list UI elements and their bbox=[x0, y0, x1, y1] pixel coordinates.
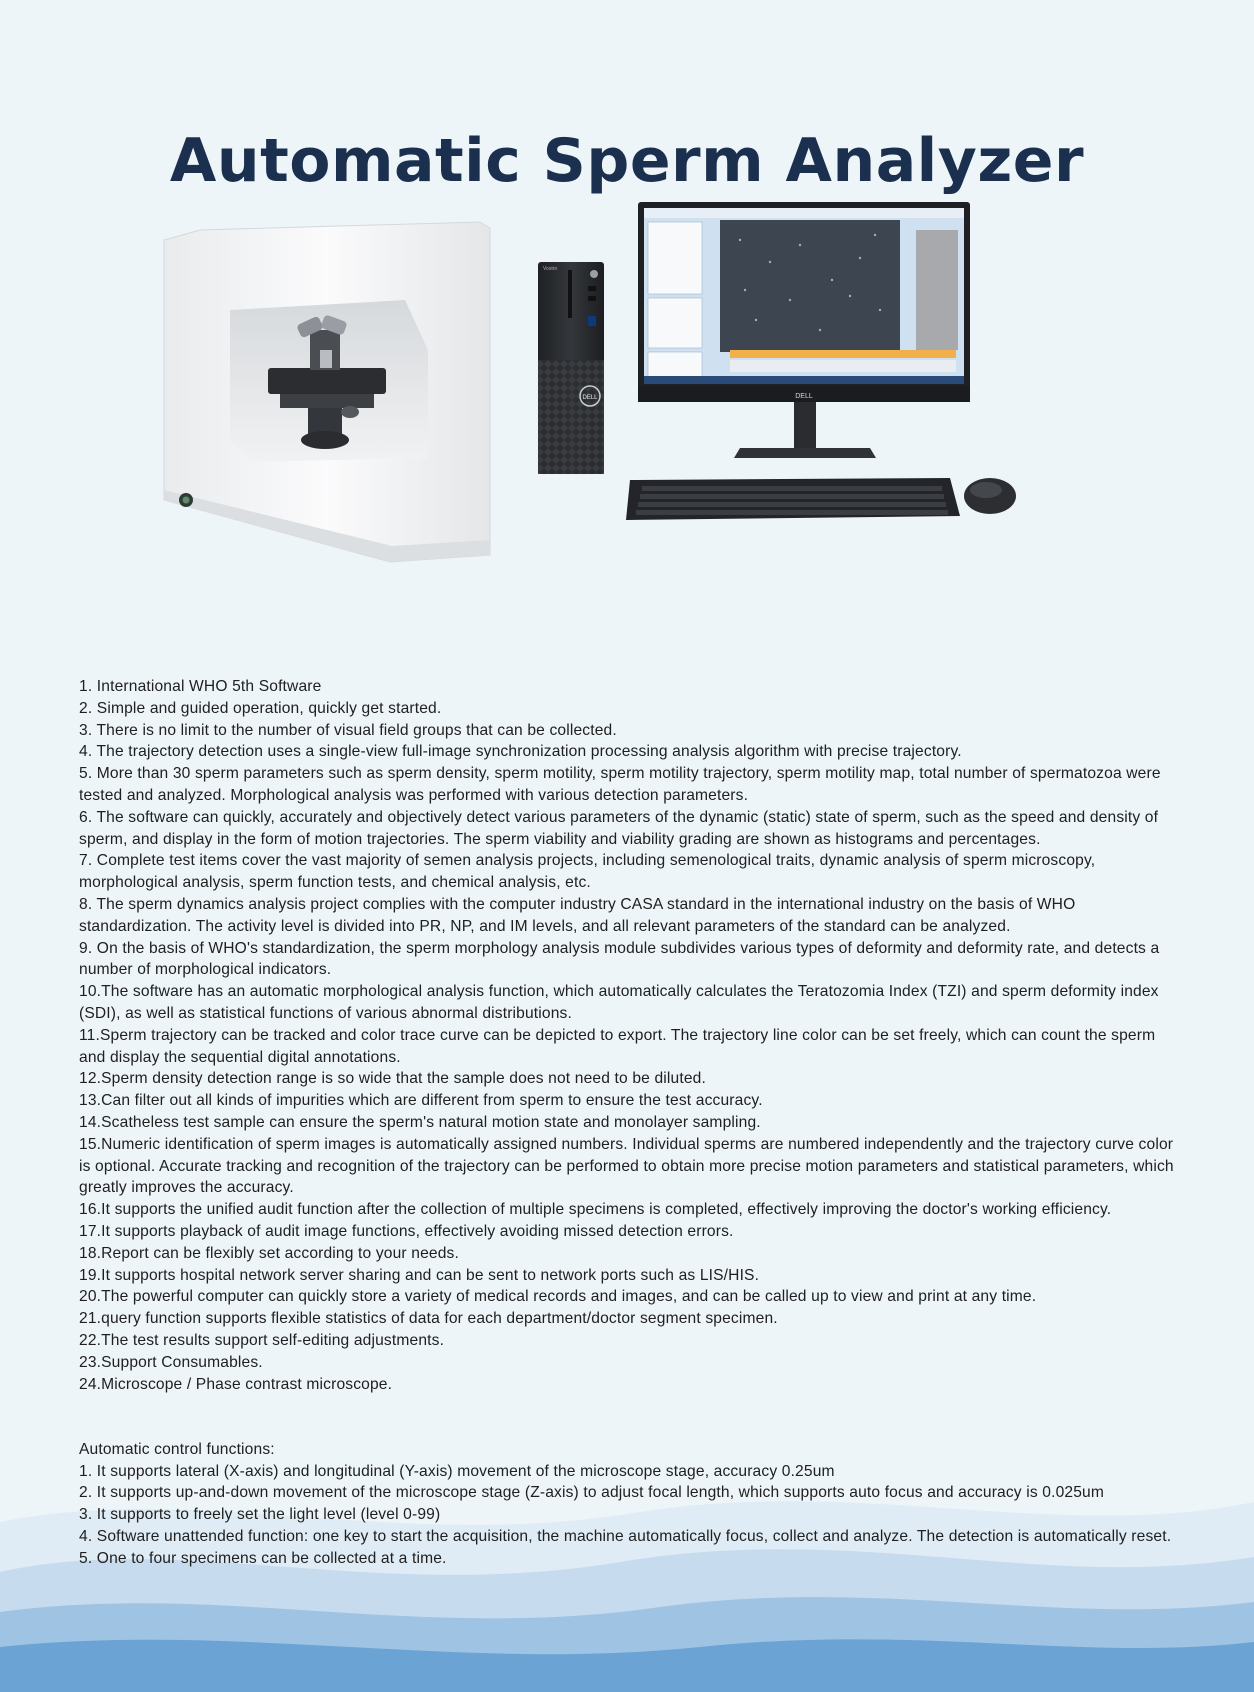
feature-item: 17.It supports playback of audit image functions, effectively avoiding missed detection errors. bbox=[79, 1222, 734, 1240]
feature-item: 16.It supports the unified audit function after the collection of multiple specimens is completed, effectively improving the doctor's working efficiency. bbox=[79, 1201, 1112, 1219]
feature-item: 1. International WHO 5th Software bbox=[79, 678, 322, 695]
feature-item: 15.Numeric identification of sperm images is automatically assigned numbers. Individual sperms are numbered independently and the trajectory curve color is optional. Accurate tracking and recognition of the trajectory can be performed to obtain more precise motion parameters and statistical parameters, which greatly improves the accuracy. bbox=[79, 1135, 1174, 1197]
feature-item: 12.Sperm density detection range is so wide that the sample does not need to be diluted. bbox=[79, 1070, 706, 1088]
feature-item: 7. Complete test items cover the vast majority of semen analysis projects, including semenological traits, dynamic analysis of sperm microscopy, morphological analysis, sperm function tests, and chemical analysis, etc. bbox=[79, 852, 1096, 892]
feature-item: 23.Support Consumables. bbox=[79, 1353, 263, 1371]
feature-item: 14.Scatheless test sample can ensure the sperm's natural motion state and monolayer sampling. bbox=[79, 1113, 761, 1131]
feature-text bbox=[79, 676, 1179, 1570]
product-photo bbox=[160, 200, 1100, 580]
feature-item: 4. The trajectory detection uses a single-view full-image synchronization processing analysis algorithm with precise trajectory. bbox=[79, 743, 962, 761]
control-item: 2. It supports up-and-down movement of the microscope stage (Z-axis) to adjust focal length, which supports auto focus and accuracy is 0.025um bbox=[79, 1484, 1105, 1502]
monitor bbox=[638, 202, 970, 458]
svg-text:DELL: DELL bbox=[795, 393, 813, 400]
feature-item: 5. More than 30 sperm parameters such as sperm density, sperm motility, sperm motility trajectory, sperm motility map, total number of spermatozoa were tested and analyzed. Morphological analysis was performed with various detection parameters. bbox=[79, 765, 1161, 804]
feature-item: 2. Simple and guided operation, quickly get started. bbox=[79, 699, 442, 717]
desktop-tower bbox=[538, 262, 604, 474]
feature-item: 10.The software has an automatic morphological analysis function, which automatically calculates the Teratozomia Index (TZI) and sperm deformity index (SDI), as well as statistical functions of various abnormal distributions. bbox=[79, 983, 1159, 1022]
feature-item: 3. There is no limit to the number of visual field groups that can be collected. bbox=[79, 721, 617, 739]
page-title: Automatic Sperm Analyzer bbox=[169, 126, 1085, 197]
keyboard bbox=[626, 478, 960, 520]
control-item: 5. One to four specimens can be collected at a time. bbox=[79, 1549, 447, 1567]
control-item: 3. It supports to freely set the light level (level 0-99) bbox=[79, 1506, 441, 1524]
control-item: 1. It supports lateral (X-axis) and longitudinal (Y-axis) movement of the microscope stage, accuracy 0.25um bbox=[79, 1462, 835, 1480]
analyzer-device bbox=[164, 222, 490, 562]
feature-item: 18.Report can be flexibly set according to your needs. bbox=[79, 1244, 459, 1262]
mouse bbox=[964, 478, 1016, 514]
control-heading: Automatic control functions: bbox=[79, 1440, 275, 1458]
feature-item: 9. On the basis of WHO's standardization, the sperm morphology analysis module subdivides various types of deformity and deformity rate, and detects a number of morphological indicators. bbox=[79, 939, 1160, 979]
feature-item: 21.query function supports flexible statistics of data for each department/doctor segment specimen. bbox=[79, 1310, 778, 1328]
control-list bbox=[79, 1461, 1179, 1570]
feature-item: 22.The test results support self-editing adjustments. bbox=[79, 1331, 445, 1349]
feature-item: 19.It supports hospital network server sharing and can be sent to network ports such as LIS/HIS. bbox=[79, 1266, 760, 1284]
feature-item: 13.Can filter out all kinds of impurities which are different from sperm to ensure the test accuracy. bbox=[79, 1092, 763, 1110]
feature-list bbox=[79, 676, 1179, 1395]
svg-text:DELL: DELL bbox=[582, 395, 598, 401]
feature-item: 24.Microscope / Phase contrast microscope. bbox=[79, 1375, 393, 1393]
feature-item: 6. The software can quickly, accurately and objectively detect various parameters of the dynamic (static) state of sperm, such as the speed and density of sperm, and display in the form of motion trajectories. The sperm viability and viability grading are shown as histograms and percentages. bbox=[79, 808, 1159, 848]
section-spacer bbox=[79, 1395, 1179, 1439]
feature-item: 8. The sperm dynamics analysis project complies with the computer industry CASA standard in the international industry on the basis of WHO standardization. The activity level is divided into PR, NP, and IM levels, and all relevant parameters of the standard can be analyzed. bbox=[79, 895, 1076, 935]
svg-text:Vostro: Vostro bbox=[543, 266, 558, 272]
feature-item: 20.The powerful computer can quickly store a variety of medical records and images, and can be called up to view and print at any time. bbox=[79, 1288, 1037, 1306]
control-item: 4. Software unattended function: one key to start the acquisition, the machine automatically focus, collect and analyze. The detection is automatically reset. bbox=[79, 1528, 1172, 1546]
feature-item: 11.Sperm trajectory can be tracked and color trace curve can be depicted to export. The trajectory line color can be set freely, which can count the sperm and display the sequential digital annotations. bbox=[79, 1026, 1156, 1066]
